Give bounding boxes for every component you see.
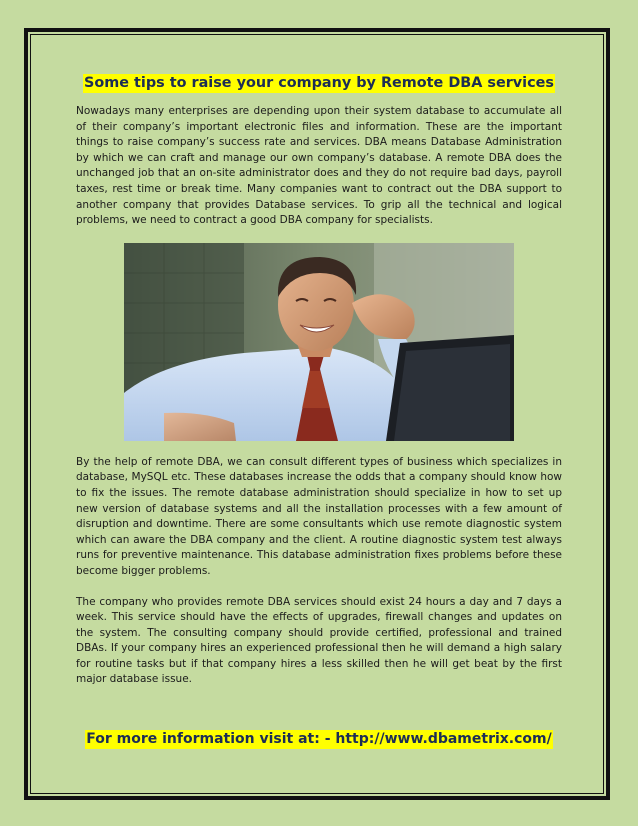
title-wrap: [76, 72, 562, 93]
businessman-photo: [124, 243, 514, 441]
document-content: [76, 72, 562, 749]
paragraph-1: Nowadays many enterprises are depending upon their system database to accumulate all of their company’s important electronic files and information. These are the important things to raise company’s success rate and services. DBA means Database Administration by which we can craft and manage our own company’s database. A remote DBA does the unchanged job that an on-site administrator does and they do not require bad days, payroll taxes, rest time or break time. Many companies want to contract out the DBA support to another company that provides Database services. To grip all the technical and logical problems, we need to contract a good DBA company for specialists.: [76, 105, 562, 227]
footer-link-text[interactable]: For more information visit at: - http://www.dbametrix.com/: [86, 731, 552, 748]
paragraph-2: By the help of remote DBA, we can consult different types of business which specializes in database, MySQL etc. These databases increase the odds that a company should know how to fix the issues. The remote database administration should specialize in how to set up new version of database systems and all the installation processes with a few amount of disruption and downtime. There are some consultants which use remote diagnostic system which can aware the DBA company and the client. A routine diagnostic system test always runs for preventive maintenance. This database administration fixes problems before these become bigger problems.: [76, 455, 562, 577]
document-title: Some tips to raise your company by Remote DBA services: [84, 75, 554, 91]
paragraph-3: The company who provides remote DBA services should exist 24 hours a day and 7 days a week. This service should have the effects of upgrades, firewall changes and updates on the system. The consulting company should provide certified, professional and trained DBAs. If your company hires an experienced professional then he will demand a high salary for routine tasks but if that company hires a less skilled then he will get beat by the first major database issue.: [76, 595, 562, 686]
footer-wrap: [76, 728, 562, 749]
